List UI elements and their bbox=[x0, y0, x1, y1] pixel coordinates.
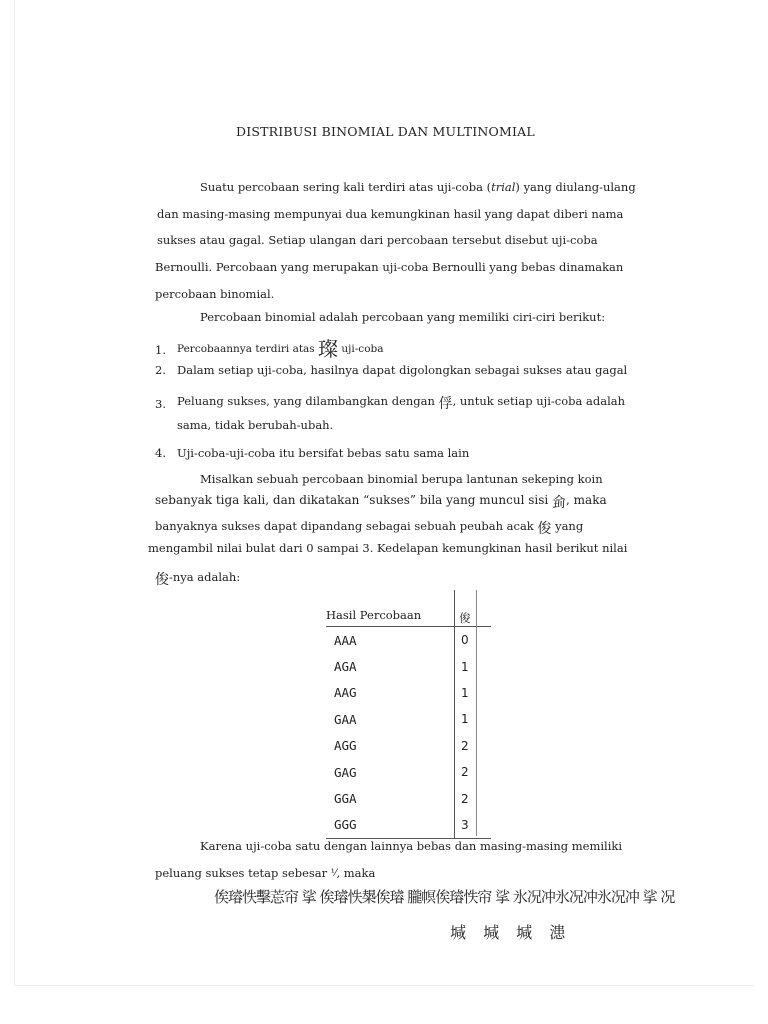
paragraph-2: Percobaan binomial adalah percobaan yang memiliki ciri-ciri berikut: bbox=[200, 310, 606, 324]
table-cell-x: 0 bbox=[461, 633, 469, 648]
table-row bbox=[326, 627, 491, 654]
table-cell-outcome: GAA bbox=[326, 706, 455, 732]
table-row bbox=[326, 733, 491, 759]
table-cell-outcome: AAG bbox=[326, 680, 455, 706]
list-number: 4. bbox=[155, 446, 166, 460]
table-header-row bbox=[326, 590, 491, 627]
table-cell-outcome: GGA bbox=[326, 785, 455, 811]
table-cell-x: 2 bbox=[461, 738, 469, 753]
table-row bbox=[326, 785, 491, 811]
table-row bbox=[326, 812, 491, 839]
table-row bbox=[326, 759, 491, 785]
formula-line-2: 堿 堿 堿 漶 bbox=[450, 923, 572, 942]
table-cell-x: 1 bbox=[461, 685, 469, 700]
n-symbol-icon: 璨 bbox=[318, 337, 339, 361]
fraction-symbol-icon: ⅟ bbox=[330, 868, 337, 879]
list-item-1: Percobaannya terdiri atas 璨 uji-coba bbox=[177, 337, 384, 361]
formula-line-1: 俟璿怢擊莣帘 挲 俟璿怢槼俟璿 朧幎俟璿怢帘 挲 氷况冲氷况冲氷况冲 挲 况 bbox=[214, 888, 675, 906]
list-number: 3. bbox=[155, 397, 166, 411]
table-row bbox=[326, 706, 491, 732]
table-right-border bbox=[476, 590, 477, 836]
list-number: 1. bbox=[155, 343, 166, 357]
a-symbol-icon: 侴 bbox=[552, 495, 567, 511]
paragraph-1-line-3: sukses atau gagal. Setiap ulangan dari percobaan tersebut disebut uji-coba bbox=[157, 233, 598, 247]
paragraph-3-line-2: sebanyak tiga kali, dan dikatakan “sukses” bila yang muncul sisi 侴, maka bbox=[155, 493, 607, 511]
paragraph-3-line-3: banyaknya sukses dapat dipandang sebagai sebuah peubah acak 俊 yang bbox=[155, 519, 584, 537]
paragraph-1-line-5: percobaan binomial. bbox=[155, 287, 275, 301]
list-item-3: Peluang sukses, yang dilambangkan dengan 俘, untuk setiap uji-coba adalah bbox=[177, 394, 626, 412]
table-cell-outcome: AGG bbox=[326, 733, 455, 759]
paragraph-1-line-1: Suatu percobaan sering kali terdiri atas uji-coba (trial) yang diulang-ulang bbox=[200, 180, 636, 194]
page-edge-bottom bbox=[14, 985, 754, 986]
table-cell-outcome: GAG bbox=[326, 759, 455, 785]
p-symbol-icon: 俘 bbox=[438, 396, 453, 412]
table-cell-outcome: GGG bbox=[326, 812, 455, 839]
document-title: DISTRIBUSI BINOMIAL DAN MULTINOMIAL bbox=[236, 124, 535, 139]
table-cell-outcome: AAA bbox=[326, 627, 455, 654]
table-row bbox=[326, 680, 491, 706]
table-cell-x: 1 bbox=[461, 712, 469, 727]
table-cell-x: 1 bbox=[461, 659, 469, 674]
x-symbol-icon: 俊 bbox=[155, 572, 169, 588]
paragraph-1-line-2: dan masing-masing mempunyai dua kemungkinan hasil yang dapat diberi nama bbox=[157, 207, 624, 221]
table-header-x: 俊 bbox=[455, 590, 492, 627]
table-header-outcome: Hasil Percobaan bbox=[326, 590, 455, 627]
table-row bbox=[326, 653, 491, 679]
paragraph-4-line-1: Karena uji-coba satu dengan lainnya bebas dan masing-masing memiliki bbox=[200, 839, 623, 853]
list-item-3-continuation: sama, tidak berubah-ubah. bbox=[177, 418, 334, 432]
paragraph-3-line-1: Misalkan sebuah percobaan binomial berupa lantunan sekeping koin bbox=[200, 472, 603, 486]
paragraph-3-line-4: mengambil nilai bulat dari 0 sampai 3. Kedelapan kemungkinan hasil berikut nilai bbox=[148, 541, 628, 555]
table-cell-x: 2 bbox=[461, 791, 469, 806]
paragraph-4-line-2: peluang sukses tetap sebesar ⅟, maka bbox=[155, 866, 376, 880]
paragraph-3-line-5: 俊-nya adalah: bbox=[155, 570, 241, 588]
outcome-table bbox=[326, 590, 491, 839]
paragraph-1-line-4: Bernoulli. Percobaan yang merupakan uji-coba Bernoulli yang bebas dinamakan bbox=[155, 260, 624, 274]
table-cell-x: 3 bbox=[455, 812, 492, 839]
table-cell-outcome: AGA bbox=[326, 653, 455, 679]
list-number: 2. bbox=[155, 363, 166, 377]
x-symbol-icon: 俊 bbox=[537, 521, 552, 537]
page-edge bbox=[14, 0, 15, 985]
list-item-2: Dalam setiap uji-coba, hasilnya dapat digolongkan sebagai sukses atau gagal bbox=[177, 363, 628, 377]
table-cell-x: 2 bbox=[461, 765, 469, 780]
list-item-4: Uji-coba-uji-coba itu bersifat bebas satu sama lain bbox=[177, 446, 470, 460]
